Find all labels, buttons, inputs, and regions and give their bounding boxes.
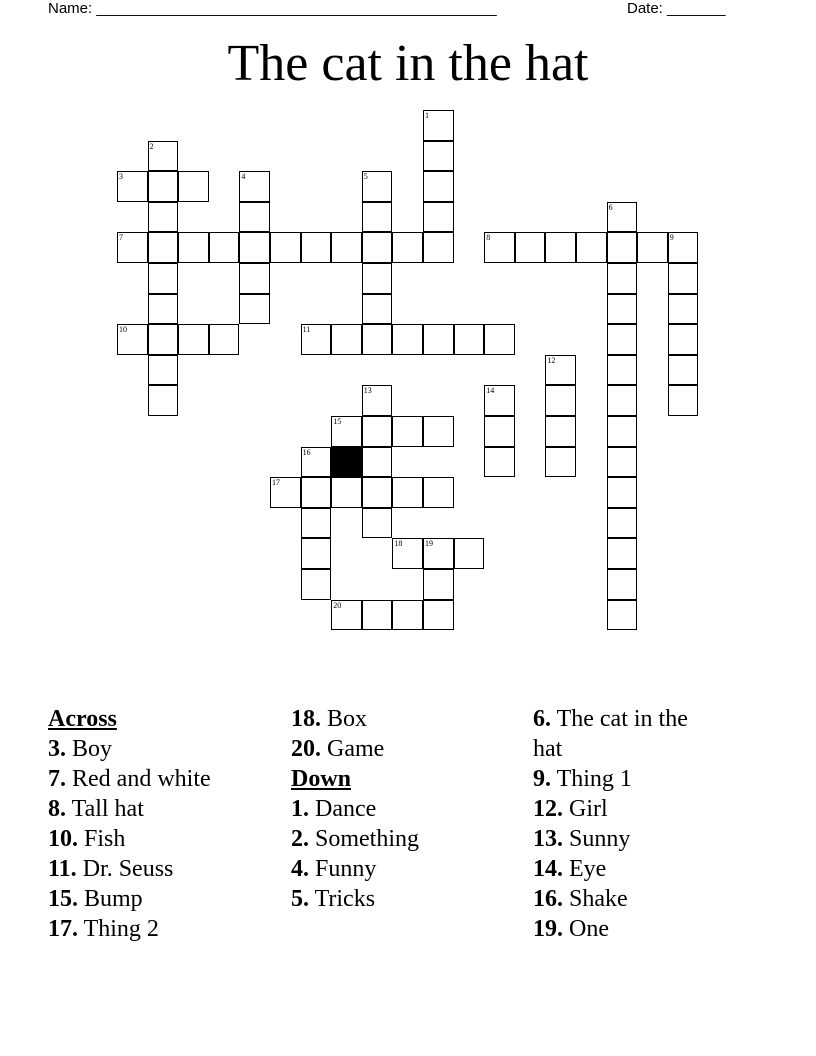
crossword-cell[interactable] [392,324,423,355]
crossword-cell[interactable] [576,232,607,263]
crossword-cell[interactable] [423,171,454,202]
crossword-cell[interactable] [423,232,454,263]
crossword-cell[interactable] [178,232,209,263]
crossword-cell[interactable] [607,569,638,600]
clue-number: 1 [425,111,429,120]
crossword-cell[interactable] [484,385,515,416]
crossword-cell[interactable] [545,355,576,386]
clue-across-10: 10. Fish [48,826,126,852]
clue-number: 7 [119,233,123,243]
crossword-cell[interactable] [607,385,638,416]
crossword-cell[interactable] [423,324,454,355]
clue-across-15: 15. Bump [48,886,143,912]
crossword-cell[interactable] [362,447,393,478]
down-heading: Down [291,766,352,792]
crossword-cell[interactable] [607,294,638,325]
clue-number: 9 [669,233,674,243]
crossword-cell[interactable] [668,385,699,416]
clue-down-4: 4. Funny [291,856,377,882]
clue-number: 6 [608,202,613,212]
crossword-cell[interactable] [668,355,699,386]
crossword-cell[interactable] [423,569,454,600]
crossword-cell[interactable] [148,355,179,386]
crossword-cell[interactable] [301,324,332,355]
crossword-cell[interactable] [331,324,362,355]
crossword-cell[interactable] [484,447,515,478]
clue-across-18: 18. Box [291,706,368,732]
crossword-cell[interactable] [178,171,209,202]
across-heading: Across [48,706,117,732]
crossword-cell[interactable] [392,600,423,631]
crossword-cell[interactable] [423,141,454,172]
crossword-cell[interactable] [607,263,638,294]
crossword-cell[interactable] [117,232,148,263]
crossword-cell[interactable] [484,416,515,447]
crossword-cell[interactable] [423,416,454,447]
crossword-cell[interactable] [301,447,332,478]
crossword-cell[interactable] [423,538,454,569]
crossword-cell[interactable] [209,232,240,263]
crossword-cell[interactable] [148,232,179,263]
crossword-cell[interactable] [607,355,638,386]
crossword-cell[interactable] [148,141,179,172]
crossword-cell[interactable] [148,294,179,325]
clues-column-2 [291,704,511,914]
crossword-cell[interactable] [607,508,638,539]
crossword-cell[interactable] [362,477,393,508]
crossword-cell[interactable] [301,569,332,600]
crossword-cell[interactable] [668,232,699,263]
date-field[interactable]: Date: _______ [627,0,726,17]
clue-down-6: 6. The cat in the hat [533,706,688,762]
crossword-cell[interactable] [392,232,423,263]
crossword-cell[interactable] [362,232,393,263]
crossword-cell[interactable] [301,232,332,263]
clue-number: 13 [363,386,372,396]
clue-across-7: 7. Red and white [48,766,211,792]
clue-number: 10 [119,325,127,335]
crossword-cell[interactable] [668,294,699,325]
clue-down-14: 14. Eye [533,856,607,882]
crossword-cell[interactable] [362,324,393,355]
clues-column-1 [48,704,268,944]
crossword-cell[interactable] [607,324,638,355]
crossword-cell[interactable] [423,110,454,141]
clue-number: 15 [333,417,342,426]
clue-number: 18 [394,539,403,549]
clue-number: 19 [425,539,433,549]
crossword-cell[interactable] [607,447,638,478]
clue-number: 12 [547,355,556,365]
crossword-cell[interactable] [209,324,240,355]
crossword-cell[interactable] [362,171,393,202]
crossword-cell[interactable] [607,416,638,447]
clue-number: 16 [302,447,311,457]
crossword-cell[interactable] [362,294,393,325]
clue-number: 2 [149,141,154,151]
crossword-cell[interactable] [668,324,699,355]
crossword-cell[interactable] [607,538,638,569]
crossword-cell[interactable] [148,324,179,355]
page-title: The cat in the hat [227,35,589,92]
crossword-cell[interactable] [239,263,270,294]
clue-number: 5 [363,172,368,182]
crossword-cell[interactable] [301,508,332,539]
crossword-cell[interactable] [270,477,301,508]
clues-column-3 [533,704,733,944]
crossword-cell[interactable] [362,202,393,233]
clue-across-3: 3. Boy [48,736,113,762]
clue-number: 17 [272,478,280,488]
crossword-cell[interactable] [239,232,270,263]
clue-across-8: 8. Tall hat [48,796,144,822]
clue-number: 4 [241,172,246,182]
crossword-cell[interactable] [239,171,270,202]
clue-number: 8 [486,233,491,243]
clue-number: 3 [119,172,123,182]
crossword-cell[interactable] [117,171,148,202]
crossword-cell[interactable] [362,263,393,294]
crossword-cell[interactable] [362,600,393,631]
crossword-cell[interactable] [607,477,638,508]
crossword-cell[interactable] [637,232,668,263]
crossword-cell[interactable] [545,416,576,447]
clue-down-13: 13. Sunny [533,826,631,852]
clue-down-19: 19. One [533,916,609,942]
crossword-cell[interactable] [423,477,454,508]
clue-across-20: 20. Game [291,736,385,762]
crossword-cell[interactable] [148,202,179,233]
clue-across-17: 17. Thing 2 [48,916,159,942]
crossword-cell[interactable] [239,202,270,233]
clue-number: 11 [302,325,311,335]
crossword-cell[interactable] [392,477,423,508]
crossword-cell[interactable] [515,232,546,263]
crossword-cell[interactable] [239,294,270,325]
crossword-cell[interactable] [331,232,362,263]
crossword-cell[interactable] [545,447,576,478]
clue-across-11: 11. Dr. Seuss [48,856,174,882]
crossword-cell[interactable] [454,324,485,355]
black-square [331,447,362,478]
crossword-cell[interactable] [484,324,515,355]
crossword-cell[interactable] [301,538,332,569]
crossword-cell[interactable] [362,416,393,447]
name-field[interactable]: Name: ________________________________________________ [48,0,497,17]
crossword-cell[interactable] [148,171,179,202]
crossword-cell[interactable] [423,600,454,631]
crossword-cell[interactable] [392,538,423,569]
clue-down-9: 9. Thing 1 [533,766,632,792]
crossword-cell[interactable] [484,232,515,263]
crossword-cell[interactable] [607,202,638,233]
crossword-cell[interactable] [331,416,362,447]
crossword-cell[interactable] [331,477,362,508]
crossword-cell[interactable] [362,385,393,416]
clue-down-16: 16. Shake [533,886,628,912]
clue-down-12: 12. Girl [533,796,608,822]
clue-down-5: 5. Tricks [291,886,376,912]
crossword-cell[interactable] [423,202,454,233]
crossword-cell[interactable] [607,600,638,631]
crossword-cell[interactable] [148,263,179,294]
crossword-cell[interactable] [545,385,576,416]
crossword-cell[interactable] [178,324,209,355]
clue-number: 20 [333,600,342,610]
crossword-cell[interactable] [270,232,301,263]
crossword-cell[interactable] [331,600,362,631]
crossword-cell[interactable] [545,232,576,263]
crossword-cell[interactable] [668,263,699,294]
crossword-cell[interactable] [454,538,485,569]
crossword-cell[interactable] [607,232,638,263]
clue-down-1: 1. Dance [291,796,377,822]
crossword-cell[interactable] [148,385,179,416]
clue-number: 14 [486,386,495,396]
crossword-cell[interactable] [117,324,148,355]
crossword-cell[interactable] [362,508,393,539]
clue-down-2: 2. Something [291,826,420,852]
crossword-cell[interactable] [392,416,423,447]
crossword-cell[interactable] [301,477,332,508]
